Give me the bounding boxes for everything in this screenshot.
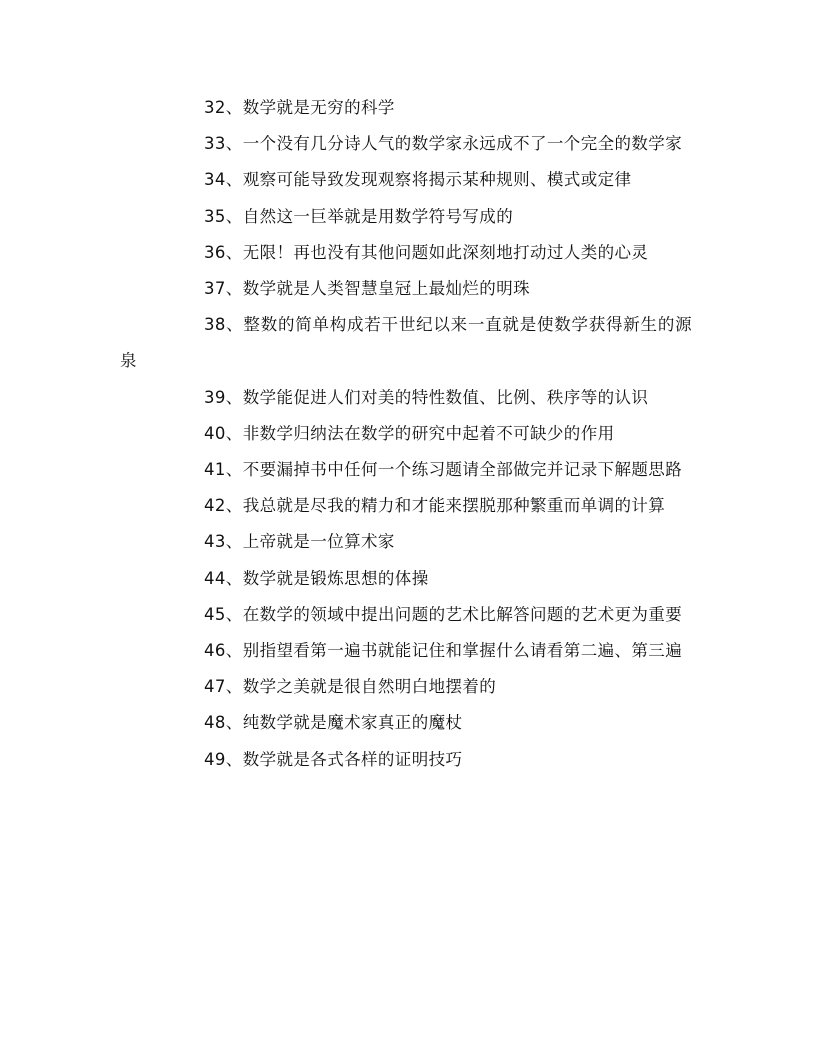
list-item-34: 34、观察可能导致发现观察将揭示某种规则、模式或定律 [204,170,632,190]
list-item-49: 49、数学就是各式各样的证明技巧 [204,749,463,769]
list-item-47: 47、数学之美就是很自然明白地摆着的 [204,677,497,697]
list-item-45: 45、在数学的领域中提出问题的艺术比解答问题的艺术更为重要 [204,604,683,624]
list-item-35: 35、自然这一巨举就是用数学符号写成的 [204,206,514,226]
list-item-33: 33、一个没有几分诗人气的数学家永远成不了一个完全的数学家 [204,134,683,154]
list-item-48: 48、纯数学就是魔术家真正的魔杖 [204,713,463,733]
list-item-36: 36、无限！再也没有其他问题如此深刻地打动过人类的心灵 [204,242,649,262]
list-item-43: 43、上帝就是一位算术家 [204,532,395,552]
list-item-39: 39、数学能促进人们对美的特性数值、比例、秩序等的认识 [204,387,649,407]
list-item-44: 44、数学就是锻炼思想的体操 [204,568,429,588]
list-item-32: 32、数学就是无穷的科学 [204,98,395,117]
list-item-40: 40、非数学归纳法在数学的研究中起着不可缺少的作用 [204,423,615,443]
list-item-42: 42、我总就是尽我的精力和才能来摆脱那种繁重而单调的计算 [204,496,666,516]
list-item-37: 37、数学就是人类智慧皇冠上最灿烂的明珠 [204,279,530,299]
list-item-46: 46、别指望看第一遍书就能记住和掌握什么请看第二遍、第三遍 [204,641,683,661]
list-item-38: 38、整数的简单构成若干世纪以来一直就是使数学获得新生的源泉 [120,315,692,371]
document-body [120,90,692,778]
list-item-41: 41、不要漏掉书中任何一个练习题请全部做完并记录下解题思路 [204,460,683,480]
